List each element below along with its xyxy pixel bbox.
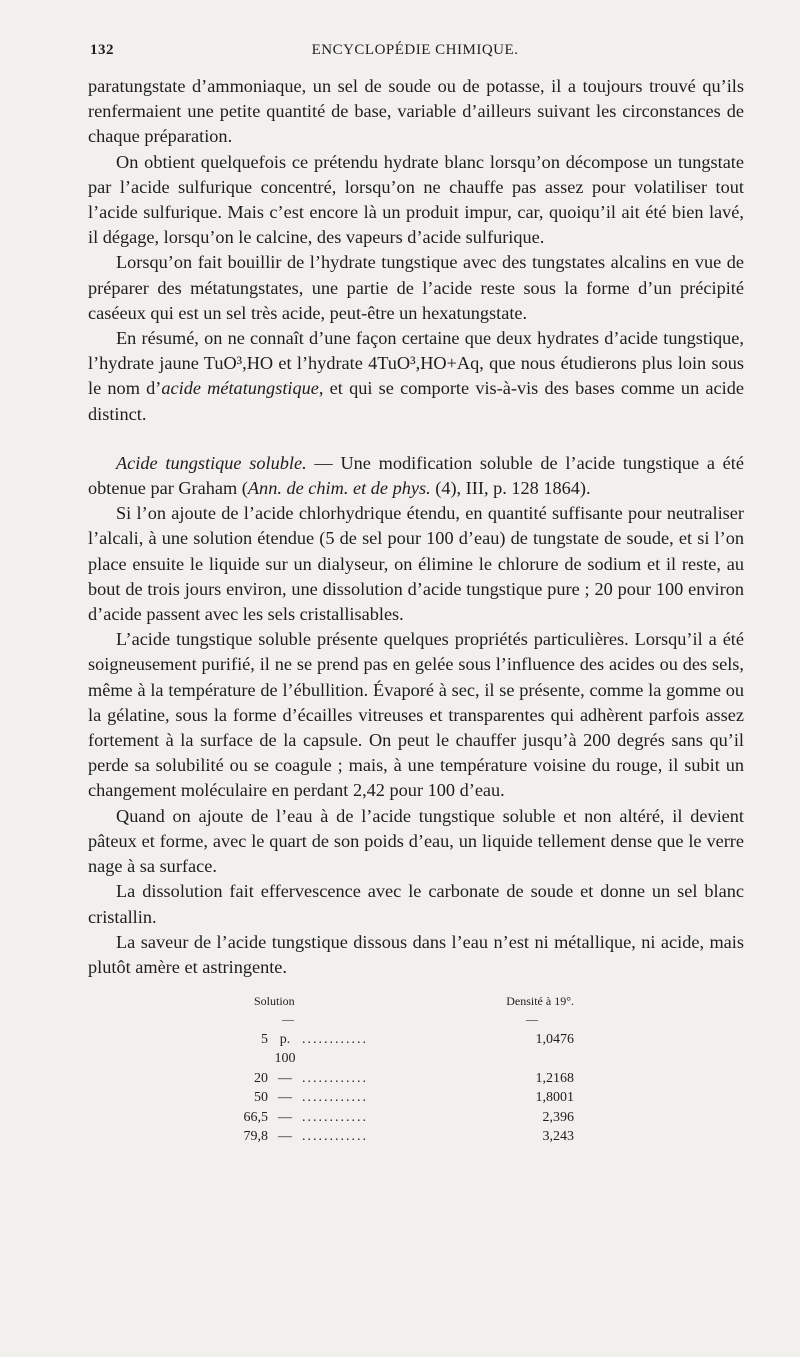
- row-density: 1,0476: [535, 1031, 574, 1047]
- section-text-a: — Une modification soluble de l’acide tungstique a été obtenue par Graham (: [88, 452, 744, 499]
- row-leader-dots: ............: [302, 1090, 368, 1106]
- paragraph-10: La saveur de l’acide tungstique dissous dans l’eau n’est ni métallique, ni acide, mais plutôt amère et astringente.: [88, 931, 744, 977]
- row-density: 1,8001: [535, 1090, 574, 1106]
- row-leader-dots: ............: [302, 1031, 368, 1047]
- running-title: ENCYCLOPÉDIE CHIMIQUE.: [311, 42, 519, 58]
- table-header-dashes: [234, 1011, 574, 1026]
- row-amount: 66,5: [243, 1109, 268, 1125]
- table-row: [234, 1088, 574, 1108]
- table-row: [234, 1108, 574, 1128]
- row-unit: —: [278, 1090, 292, 1106]
- journal-reference: Ann. de chim. et de phys.: [247, 478, 431, 499]
- row-leader-dots: ............: [302, 1109, 368, 1125]
- paragraph-7: L’acide tungstique soluble présente quelques propriétés particulières. Lorsqu’il a été soigneusement purifié, il ne se prend pas en gelée sous l’influence des acides ou des sels, même à la température de l’ébullition. Évaporé à sec, il se présente, comme la gomme ou la gélatine, sous la forme d’écailles vitreuses et transparentes qui adhèrent parfois assez fortement à la surface de la capsule. On peut le chauffer jusqu’à 200 degrés sans qu’il perde sa solubilité ou se coagule ; mais, à une température voisine du rouge, il subit un changement moléculaire en perdant 2,42 pour 100 d’eau.: [88, 629, 744, 801]
- col-header-solution: Solution: [254, 994, 295, 1009]
- density-table: [234, 992, 574, 1147]
- row-amount: 20: [254, 1070, 268, 1086]
- row-unit: —: [278, 1129, 292, 1145]
- paragraph-4-text-a: En résumé, on ne connaît d’une façon certaine que deux hydrates d’acide tungstique, l’hydrate jaune TuO³,HO et l’hydrate 4TuO³,HO+Aq, que nous étudierons plus loin sous le nom d’: [88, 328, 744, 399]
- table-row: [234, 1069, 574, 1089]
- paragraph-4-italic-term: acide métatungstique: [161, 378, 319, 399]
- col-header-density: Densité à 19°.: [506, 994, 574, 1009]
- page-header: [90, 42, 740, 68]
- row-density: 1,2168: [535, 1070, 574, 1086]
- body-text: [88, 74, 744, 1147]
- table-header: [234, 992, 574, 1012]
- row-density: 2,396: [542, 1109, 574, 1125]
- header-dash-solution: —: [282, 1011, 294, 1026]
- header-dash-density: —: [526, 1011, 538, 1026]
- paragraph-8: Quand on ajoute de l’eau à de l’acide tungstique soluble et non altéré, il devient pâteux et forme, avec le quart de son poids d’eau, un liquide tellement dense que le verre nage à sa surface.: [88, 805, 744, 877]
- paragraph-3: Lorsqu’on fait bouillir de l’hydrate tungstique avec des tungstates alcalins en vue de préparer des métatungstates, une partie de l’acide reste sous la forme d’un précipité caséeux qui est un sel très acide, peut-être un hexatungstate.: [88, 252, 744, 323]
- row-amount: 50: [254, 1090, 268, 1106]
- row-unit: —: [278, 1070, 292, 1086]
- paragraph-2: On obtient quelquefois ce prétendu hydrate blanc lorsqu’on décompose un tungstate par l’acide sulfurique concentré, lorsqu’on ne chauffe pas assez pour volatiliser tout l’acide sulfurique. Mais c’est encore là un produit impur, car, quoiqu’il ait été bien lavé, il dégage, lorsqu’on le calcine, des vapeurs d’acide sulfurique.: [88, 151, 744, 248]
- paragraph-4-text-b: , et qui se comporte vis-à-vis des bases comme un acide distinct.: [88, 378, 744, 424]
- row-amount: 5: [261, 1031, 268, 1047]
- table-row: [234, 1127, 574, 1147]
- section-paragraph-soluble: [88, 451, 744, 501]
- paragraph-9: La dissolution fait effervescence avec le carbonate de soude et donne un sel blanc cristallin.: [88, 881, 744, 927]
- paragraph-4: [88, 326, 744, 427]
- paragraph-6: Si l’on ajoute de l’acide chlorhydrique étendu, en quantité suffisante pour neutraliser l’alcali, à une solution étendue (5 de sel pour 100 d’eau) de tungstate de soude, et si l’on place ensuite le liquide sur un dialyseur, on élimine le chlorure de sodium et il reste, au bout de trois jours environ, une dissolution d’acide tungstique pure ; 20 pour 100 environ d’acide passent avec les sels cristallisables.: [88, 503, 744, 625]
- section-title: Acide tungstique soluble.: [116, 452, 307, 473]
- table-row: [234, 1030, 574, 1069]
- row-leader-dots: ............: [302, 1070, 368, 1086]
- row-leader-dots: ............: [302, 1129, 368, 1145]
- row-amount: 79,8: [243, 1129, 268, 1145]
- paragraph-1: paratungstate d’ammoniaque, un sel de soude ou de potasse, il a toujours trouvé qu’ils renfermaient une petite quantité de base, variable d’ailleurs suivant les circonstances de chaque préparation.: [88, 76, 744, 147]
- page-number: 132: [90, 42, 114, 58]
- row-density: 3,243: [542, 1129, 574, 1145]
- row-unit: —: [278, 1109, 292, 1125]
- row-unit: p. 100: [274, 1031, 296, 1067]
- section-text-b: (4), III, p. 128 1864).: [430, 478, 591, 499]
